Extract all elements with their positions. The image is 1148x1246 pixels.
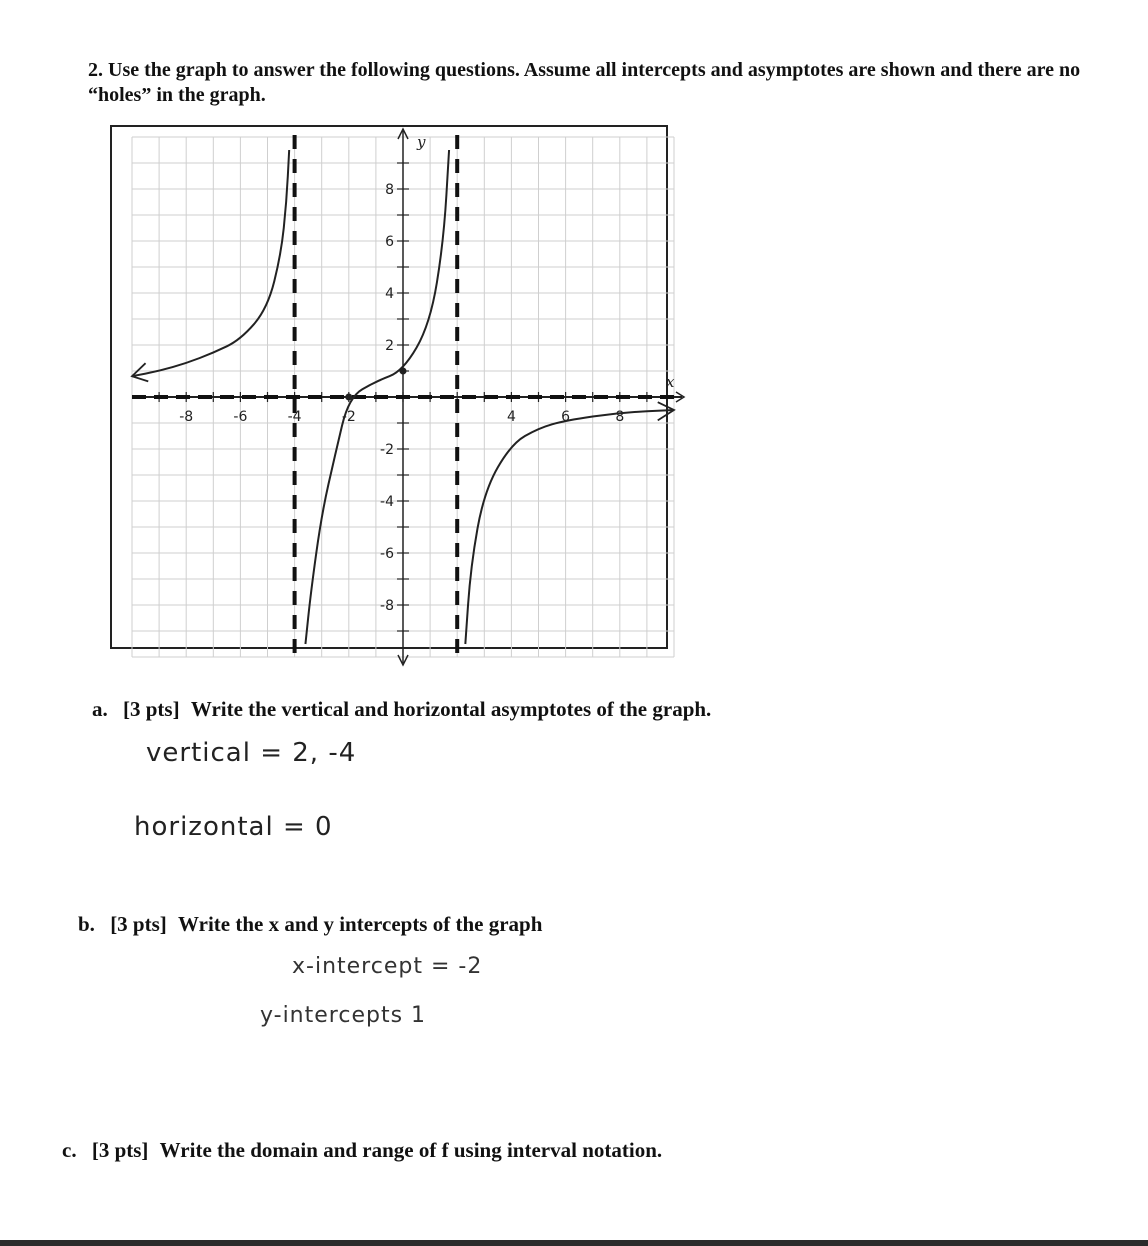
- y-tick-label: -4: [380, 494, 394, 510]
- x-intercept-point: [345, 394, 352, 401]
- question-number: 2.: [88, 59, 103, 81]
- graph-box: [110, 125, 675, 649]
- answer-a-horizontal: horizontal = 0: [134, 812, 333, 842]
- y-tick-label: 6: [385, 234, 394, 250]
- question-prompt: Use the graph to answer the following questions. Assume all intercepts and asymptotes are shown and there are no “holes” in the graph.: [88, 59, 1081, 106]
- y-intercept-point: [400, 368, 407, 375]
- part-a-points: [3 pts]: [123, 697, 180, 721]
- rational-function-graph: [112, 127, 675, 647]
- y-axis-label: y: [417, 133, 426, 151]
- question-header: [88, 58, 1098, 108]
- part-a-question: [92, 697, 711, 722]
- answer-b-x-intercept: x-intercept = -2: [292, 954, 483, 979]
- part-b-text: Write the x and y intercepts of the graph: [178, 912, 543, 936]
- part-c-label: c.: [62, 1138, 77, 1162]
- y-tick-label: 2: [385, 338, 394, 354]
- y-tick-label: -8: [380, 598, 394, 614]
- y-tick-label: -6: [380, 546, 394, 562]
- answer-b-y-intercept: y-intercepts 1: [260, 1003, 427, 1028]
- y-tick-label: 4: [385, 286, 394, 302]
- part-a-label: a.: [92, 697, 108, 721]
- x-tick-label: 4: [506, 409, 516, 425]
- y-tick-label: -2: [380, 442, 394, 458]
- x-tick-label: -8: [179, 409, 194, 425]
- curve-branch-1: [132, 150, 289, 376]
- part-a-text: Write the vertical and horizontal asymptotes of the graph.: [190, 697, 712, 721]
- x-axis-label: x: [666, 373, 675, 391]
- part-c-text: Write the domain and range of f using interval notation.: [159, 1138, 663, 1162]
- bottom-edge: [0, 1240, 1148, 1246]
- x-tick-label: -2: [341, 409, 356, 425]
- x-tick-label: -4: [287, 409, 302, 425]
- x-tick-label: 8: [615, 409, 625, 425]
- answer-a-vertical: vertical = 2, -4: [146, 738, 357, 768]
- part-c-question: [62, 1138, 662, 1163]
- part-b-label: b.: [78, 912, 95, 936]
- x-tick-label: -6: [233, 409, 248, 425]
- left-branch-arrow: [132, 363, 148, 381]
- part-b-points: [3 pts]: [110, 912, 167, 936]
- y-tick-label: 8: [385, 182, 394, 198]
- part-b-question: [78, 912, 542, 937]
- part-c-points: [3 pts]: [91, 1138, 149, 1162]
- x-tick-label: 6: [561, 409, 571, 425]
